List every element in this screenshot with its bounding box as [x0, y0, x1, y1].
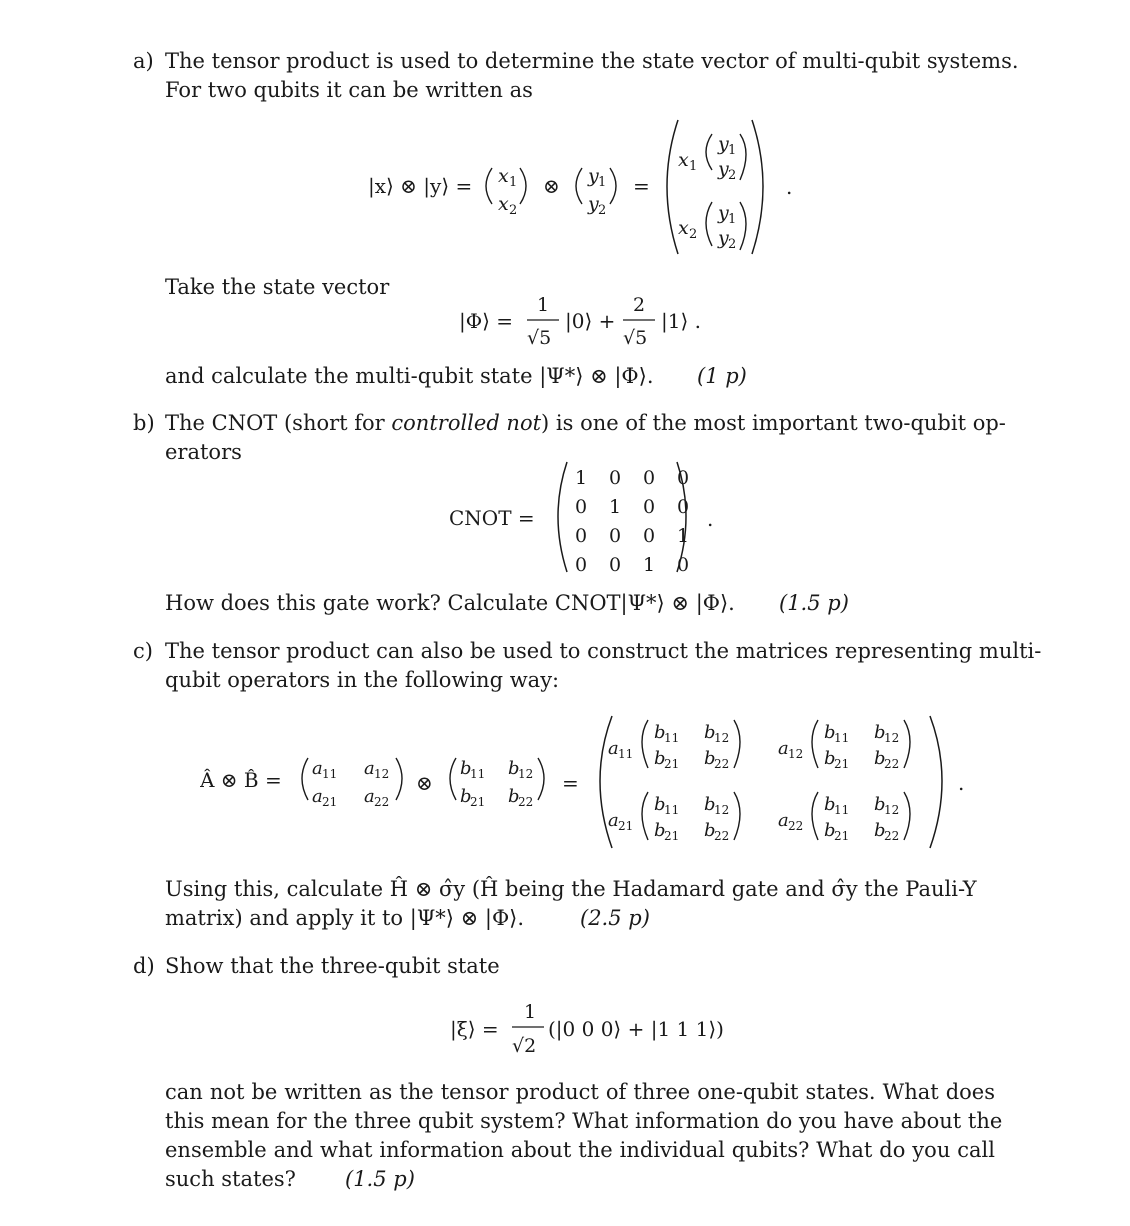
block-b21: b	[824, 748, 836, 769]
part-b-line1-em: controlled not	[391, 411, 542, 435]
block-b11: b	[824, 722, 836, 743]
part-a-line1: The tensor product is used to determine the state vector of multi-qubit systems.	[165, 49, 1019, 73]
y2: y	[718, 227, 729, 249]
b11: b	[460, 758, 472, 779]
b12: b	[508, 758, 520, 779]
b21-sub: 21	[470, 795, 486, 809]
otimes: ⊗	[543, 174, 560, 198]
cnot-cell: 0	[575, 525, 588, 547]
right-paren	[520, 168, 526, 204]
y1-sub: 1	[728, 212, 737, 227]
cnot-cell: 1	[643, 554, 656, 576]
block-matrix	[608, 720, 910, 843]
part-d-para-line3: ensemble and what information about the individual qubits? What do you call	[165, 1138, 995, 1162]
block-b11-sub: 11	[664, 803, 680, 817]
a11-sub: 11	[322, 767, 338, 781]
left-paren	[706, 202, 712, 246]
a11: a	[312, 758, 323, 779]
b11-sub: 11	[470, 767, 486, 781]
x2-sub: 2	[689, 227, 698, 242]
block-b12: b	[874, 722, 886, 743]
b22-sub: 22	[518, 795, 534, 809]
right-paren	[904, 720, 910, 768]
right-paren	[396, 758, 402, 800]
left-paren	[486, 168, 492, 204]
block-b22-sub: 22	[884, 757, 900, 771]
block-b21-sub: 21	[664, 829, 680, 843]
block-b22: b	[874, 820, 886, 841]
block-b12-sub: 12	[714, 803, 730, 817]
equals: =	[633, 174, 650, 198]
xi-lhs: |ξ⟩ =	[450, 1017, 499, 1041]
left-paren	[302, 758, 308, 800]
left-paren	[558, 462, 567, 572]
kronecker-equation	[200, 712, 970, 852]
b12-sub: 12	[518, 767, 534, 781]
block-b22: b	[704, 820, 716, 841]
cnot-lhs: CNOT =	[449, 506, 535, 530]
block-b21: b	[654, 748, 666, 769]
coef1-den: √5	[527, 327, 552, 349]
big-right-paren	[752, 120, 763, 254]
b21: b	[460, 786, 472, 807]
coef1-num: 1	[537, 294, 550, 316]
block-b11: b	[654, 722, 666, 743]
otimes: ⊗	[416, 771, 433, 795]
cnot-cell: 0	[643, 467, 656, 489]
block-a-sub: 21	[618, 819, 634, 833]
kron-lhs: Â ⊗ B̂ =	[200, 768, 282, 792]
y2-sub: 2	[728, 168, 737, 183]
b22: b	[508, 786, 520, 807]
a22: a	[364, 786, 375, 807]
block-b22: b	[704, 748, 716, 769]
a21: a	[312, 786, 323, 807]
part-b-points: (1.5 p)	[779, 591, 849, 615]
block-b12: b	[704, 722, 716, 743]
right-paren	[740, 134, 746, 180]
part-d-label: d)	[133, 954, 155, 978]
y1-sub: 1	[728, 143, 737, 158]
x2: x	[498, 193, 509, 215]
block-b11: b	[654, 794, 666, 815]
left-paren	[642, 720, 648, 768]
left-paren	[706, 134, 712, 170]
block-b12-sub: 12	[884, 803, 900, 817]
ghz-num: 1	[524, 1001, 537, 1023]
part-b-label: b)	[133, 411, 155, 435]
block-b21: b	[654, 820, 666, 841]
right-paren	[734, 792, 740, 840]
part-a-points: (1 p)	[697, 364, 747, 388]
part-a-label: a)	[133, 49, 154, 73]
part-d-para-line2: this mean for the three qubit system? What information do you have about the	[165, 1109, 1003, 1133]
block-b21: b	[824, 820, 836, 841]
block-b11-sub: 11	[834, 731, 850, 745]
coef2-den: √5	[623, 327, 648, 349]
y2: y	[718, 158, 729, 180]
phi-equation	[455, 290, 715, 352]
block-b11-sub: 11	[834, 803, 850, 817]
part-d-para-line1: can not be written as the tensor product of three one-qubit states. What does	[165, 1080, 995, 1104]
block-b12-sub: 12	[884, 731, 900, 745]
part-b-question: How does this gate work? Calculate CNOT|Ψ*⟩ ⊗ |Φ⟩.	[165, 591, 735, 615]
block-a: a	[608, 810, 619, 831]
cnot-cell: 0	[643, 525, 656, 547]
block-a: a	[778, 810, 789, 831]
ket0: |0⟩ +	[565, 309, 616, 333]
big-right-paren	[930, 716, 942, 848]
block-a: a	[608, 738, 619, 759]
block-b21-sub: 21	[834, 757, 850, 771]
block-a-sub: 12	[788, 747, 804, 761]
x2: x	[678, 217, 689, 239]
cnot-cell: 0	[677, 496, 690, 518]
x1-sub: 1	[689, 159, 698, 174]
ghz-equation	[448, 996, 738, 1060]
right-paren	[734, 720, 740, 768]
part-d-line1: Show that the three-qubit state	[165, 954, 500, 978]
cnot-cell: 0	[609, 525, 622, 547]
x1-sub: 1	[509, 175, 518, 190]
block-b21-sub: 21	[664, 757, 680, 771]
right-paren	[904, 792, 910, 840]
a21-sub: 21	[322, 795, 338, 809]
block-b12-sub: 12	[714, 731, 730, 745]
block-b12: b	[704, 794, 716, 815]
left-paren	[812, 792, 818, 840]
block-b22-sub: 22	[884, 829, 900, 843]
y1: y	[718, 202, 729, 224]
part-a-calc: and calculate the multi-qubit state |Ψ*⟩ ⊗ |Φ⟩.	[165, 364, 654, 388]
take-state-vector: Take the state vector	[165, 275, 390, 299]
block-b22-sub: 22	[714, 757, 730, 771]
eq-lhs: |x⟩ ⊗ |y⟩ =	[368, 174, 473, 198]
block-a: a	[778, 738, 789, 759]
cnot-cell: 1	[575, 467, 588, 489]
part-b-line1-post: ) is one of the most important two-qubit op-	[541, 411, 1006, 435]
y2-sub: 2	[728, 237, 737, 252]
big-left-paren	[667, 120, 678, 254]
x1: x	[498, 165, 509, 187]
part-b-line1-pre: The CNOT (short for	[165, 411, 392, 435]
part-c-label: c)	[133, 639, 153, 663]
period: .	[958, 771, 965, 795]
cnot-cell: 1	[677, 525, 690, 547]
block-b21-sub: 21	[834, 829, 850, 843]
y2: y	[588, 193, 599, 215]
block-b22-sub: 22	[714, 829, 730, 843]
block-b11: b	[824, 794, 836, 815]
ghz-den: √2	[512, 1035, 537, 1057]
a22-sub: 22	[374, 795, 390, 809]
cnot-cell: 0	[575, 554, 588, 576]
part-c-line2: qubit operators in the following way:	[165, 668, 560, 692]
x2-sub: 2	[509, 203, 518, 218]
right-paren	[740, 202, 746, 250]
part-d-para-line4: such states?	[165, 1167, 296, 1191]
part-c-using-line2: matrix) and apply it to |Ψ*⟩ ⊗ |Φ⟩.	[165, 906, 525, 930]
part-c-points: (2.5 p)	[580, 906, 650, 930]
y1-sub: 1	[598, 175, 607, 190]
part-b-line1	[165, 409, 1006, 438]
cnot-cell: 0	[575, 496, 588, 518]
left-paren	[642, 792, 648, 840]
cnot-cell: 0	[677, 554, 690, 576]
y2-sub: 2	[598, 203, 607, 218]
x1: x	[678, 149, 689, 171]
block-a-sub: 22	[788, 819, 804, 833]
ghz-state: (|0 0 0⟩ + |1 1 1⟩)	[548, 1017, 724, 1041]
cnot-cell: 0	[609, 554, 622, 576]
right-paren	[610, 168, 616, 204]
part-d-points: (1.5 p)	[345, 1167, 415, 1191]
part-a-line2: For two qubits it can be written as	[165, 78, 533, 102]
a12: a	[364, 758, 375, 779]
block-a-sub: 11	[618, 747, 634, 761]
period: .	[707, 507, 714, 531]
block-b11-sub: 11	[664, 731, 680, 745]
left-paren	[812, 720, 818, 768]
cnot-cell: 0	[677, 467, 690, 489]
right-paren	[538, 758, 544, 800]
cnot-cell: 1	[609, 496, 622, 518]
phi-lhs: |Φ⟩ =	[459, 309, 514, 333]
cnot-cell: 0	[609, 467, 622, 489]
ket1: |1⟩ .	[661, 309, 701, 333]
y1: y	[718, 133, 729, 155]
tensor-product-equation	[360, 118, 800, 258]
part-c-using-line1: Using this, calculate Ĥ ⊗ σ̂y (Ĥ being the Hadamard gate and σ̂y the Pauli-Y	[165, 877, 977, 901]
coef2-num: 2	[633, 294, 646, 316]
period: .	[786, 175, 793, 199]
cnot-equation	[445, 458, 735, 578]
y1: y	[588, 165, 599, 187]
left-paren	[576, 168, 582, 204]
part-b-line2: erators	[165, 440, 242, 464]
equals: =	[562, 771, 579, 795]
part-c-line1: The tensor product can also be used to construct the matrices representing multi-	[165, 639, 1042, 663]
a12-sub: 12	[374, 767, 390, 781]
cnot-cell: 0	[643, 496, 656, 518]
block-b22: b	[874, 748, 886, 769]
block-b12: b	[874, 794, 886, 815]
cnot-matrix	[575, 467, 689, 576]
left-paren	[450, 758, 456, 800]
